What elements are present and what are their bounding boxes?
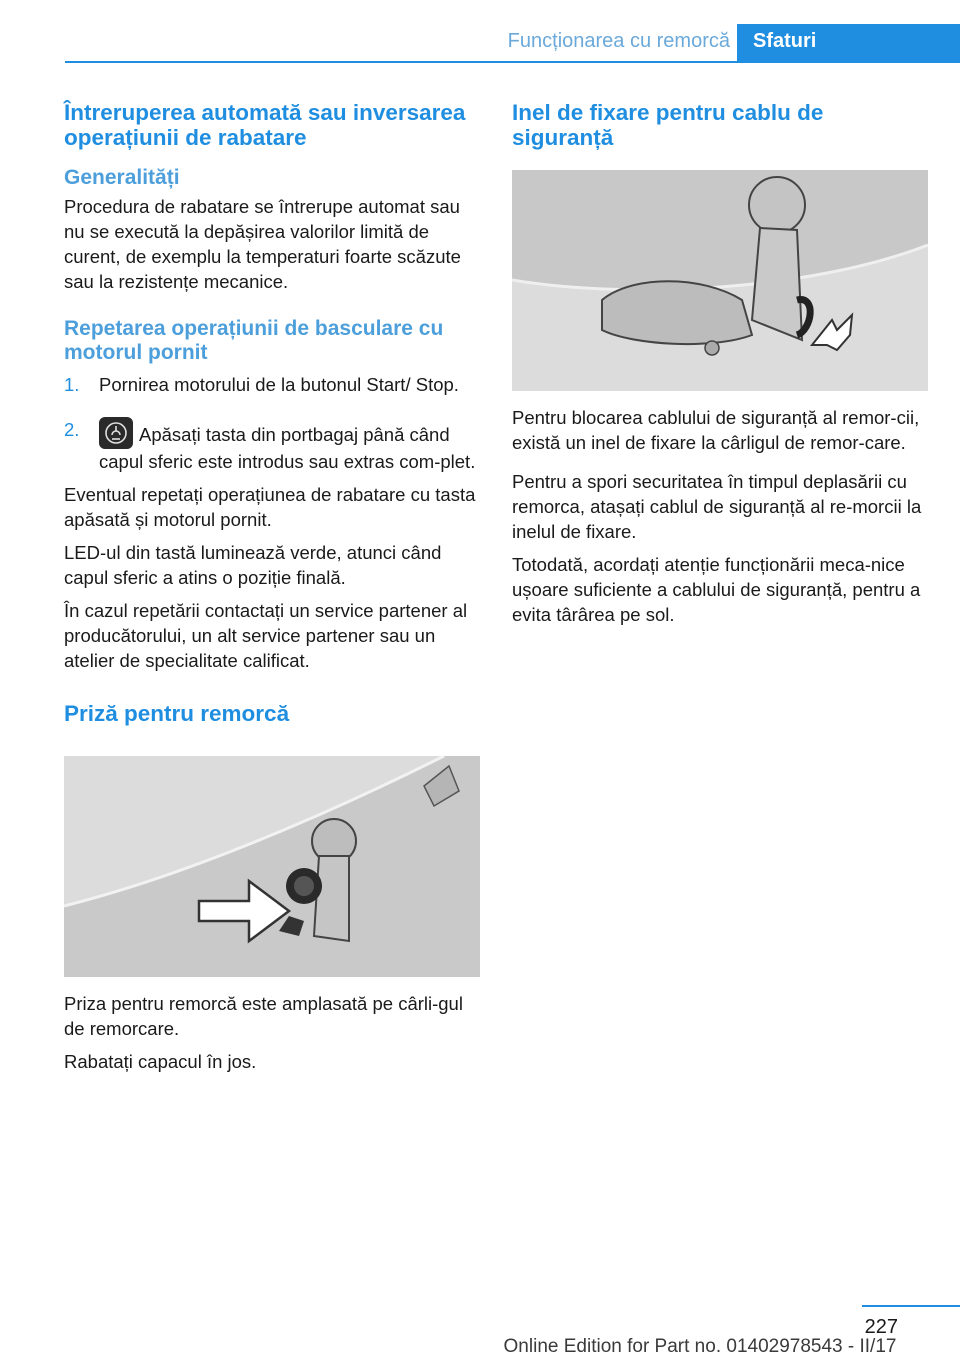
paragraph-service: În cazul repetării contactați un service partener al producătorului, un alt service partener sau un atelier de specialitate calificat. [64, 600, 468, 671]
paragraph-repeat: Eventual repetați operațiunea de rabatare cu tasta apăsată și motorul pornit. [64, 484, 476, 530]
paragraph-cable-movement: Totodată, acordați atenție funcționării meca-nice ușoare suficiente a cablului de siguranță, pentru a evita târârea pe sol. [512, 554, 921, 625]
step-text: Pornirea motorului de la butonul Start/ Stop. [99, 374, 459, 395]
step-number: 2. [64, 419, 80, 440]
paragraph-attach-cable: Pentru a spori securitatea în timpul deplasării cu remorca, atașați cablul de siguranță al re-morcii la inelul de fixare. [512, 471, 922, 542]
subheading-general: Generalități [64, 166, 180, 189]
header-chapter-tab: Sfaturi [737, 24, 960, 62]
socket-illustration [64, 756, 480, 977]
paragraph-socket-location: Priza pentru remorcă este amplasată pe cârli-gul de remorcare. [64, 993, 463, 1039]
paragraph-led: LED-ul din tastă luminează verde, atunci când capul sferic a atins o poziție finală. [64, 542, 442, 588]
header-rule [65, 61, 960, 63]
footer-edition: Online Edition for Part no. 01402978543 - II/17 [503, 1336, 897, 1357]
left-column [64, 100, 480, 1074]
paragraph-safety-ring: Pentru blocarea cablului de siguranță al remor-cii, există un inel de fixare la cârligul de remor-care. [512, 407, 920, 453]
subheading-repeat: Repetarea operațiunii de basculare cu motorul pornit [64, 317, 444, 364]
list-item [64, 417, 480, 474]
page-number: 227 [864, 1316, 898, 1338]
paragraph-general: Procedura de rabatare se întrerupe automat sau nu se execută la depășirea valorilor limită de curent, de exemplu la temperaturi foarte scăzute sau la rezistențe mecanice. [64, 196, 461, 292]
section-title-safety-ring: Inel de fixare pentru cablu de siguranță [512, 100, 824, 150]
steps-list [64, 372, 480, 474]
footer-rule [862, 1305, 960, 1307]
section-title-socket: Priză pentru remorcă [64, 701, 290, 726]
safety-ring-illustration [512, 170, 928, 391]
header-section-title: Funcționarea cu remorcă [507, 30, 730, 52]
step-number: 1. [64, 374, 80, 395]
section-title-auto-interrupt: Întreruperea automată sau inversarea operațiunii de rabatare [64, 100, 466, 150]
trunk-button-icon [99, 417, 133, 449]
right-column [512, 100, 928, 627]
paragraph-socket-cover: Rabatați capacul în jos. [64, 1051, 257, 1072]
list-item [64, 372, 480, 397]
step-text: Apăsați tasta din portbagaj până când capul sferic este introdus sau extras com-plet. [99, 424, 476, 472]
